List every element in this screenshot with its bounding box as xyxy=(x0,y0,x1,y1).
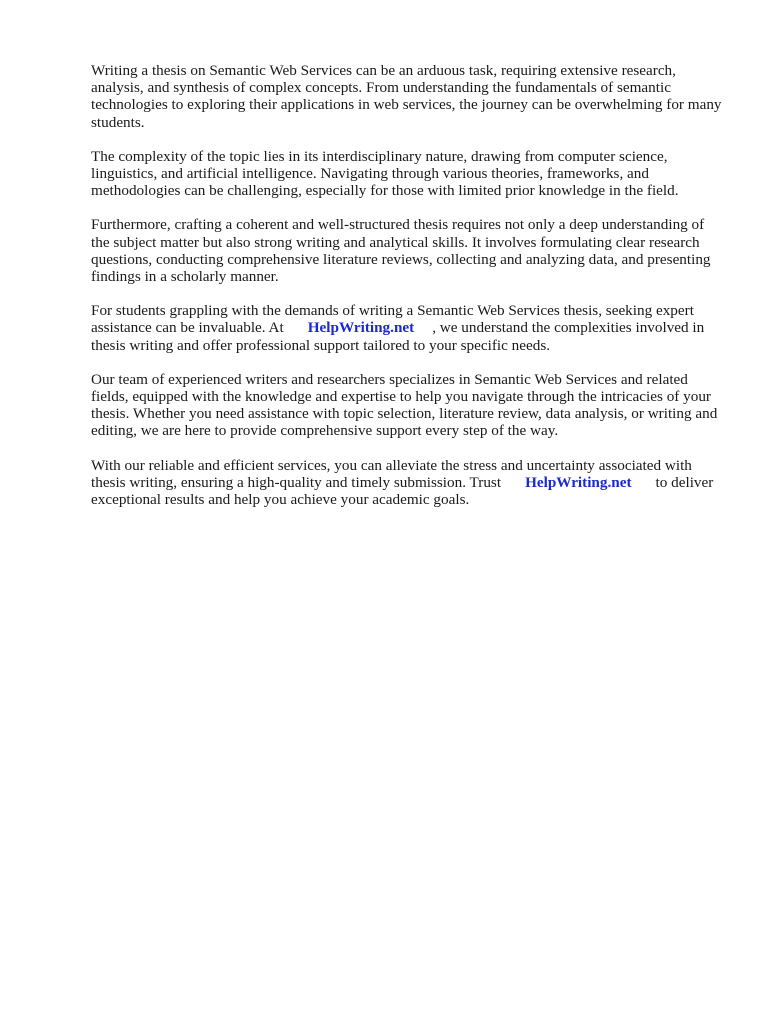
paragraph-team: Our team of experienced writers and researchers specializes in Semantic Web Services and related fields, equipped with the knowledge and expertise to help you navigate through the intricacies of your thesis. Whether you need assistance with topic selection, literature review, data analysis, or writing and editing, we are here to provide comprehensive support every step of the way. xyxy=(91,370,718,440)
helpwriting-link-closing[interactable]: HelpWriting.net xyxy=(525,473,632,491)
paragraph-assistance-text-after: , we understand the complexities involved in thesis writing and offer professional support tailored to your specific needs. xyxy=(91,319,705,354)
paragraph-complexity: The complexity of the topic lies in its interdisciplinary nature, drawing from computer science, linguistics, and artificial intelligence. Navigating through various theories, frameworks, and methodologies can be challenging, especially for those with limited prior knowledge in the field. xyxy=(91,147,679,200)
helpwriting-link[interactable]: HelpWriting.net xyxy=(307,319,415,337)
paragraph-closing-text-before: With our reliable and efficient services, you can alleviate the stress and uncertainty associated with thesis writing, ensuring a high-quality and timely submission. Trust xyxy=(91,456,692,491)
paragraph-assistance-text-before: For students grappling with the demands of writing a Semantic Web Services thesis, seeking expert assistance can be invaluable. At xyxy=(91,302,694,337)
document-body xyxy=(91,62,723,525)
paragraph-assistance xyxy=(91,302,723,354)
paragraph-skills: Furthermore, crafting a coherent and well-structured thesis requires not only a deep understanding of the subject matter but also strong writing and analytical skills. It involves formulating clear research questions, conducting comprehensive literature reviews, collecting and analyzing data, and presenting findings in a scholarly manner. xyxy=(91,216,711,286)
paragraph-intro: Writing a thesis on Semantic Web Services can be an arduous task, requiring extensive research, analysis, and synthesis of complex concepts. From understanding the fundamentals of semantic technologies to exploring their applications in web services, the journey can be overwhelming for many students. xyxy=(91,62,722,131)
paragraph-closing xyxy=(91,457,723,509)
paragraph-closing-text-after: to deliver exceptional results and help you achieve your academic goals. xyxy=(91,473,714,509)
